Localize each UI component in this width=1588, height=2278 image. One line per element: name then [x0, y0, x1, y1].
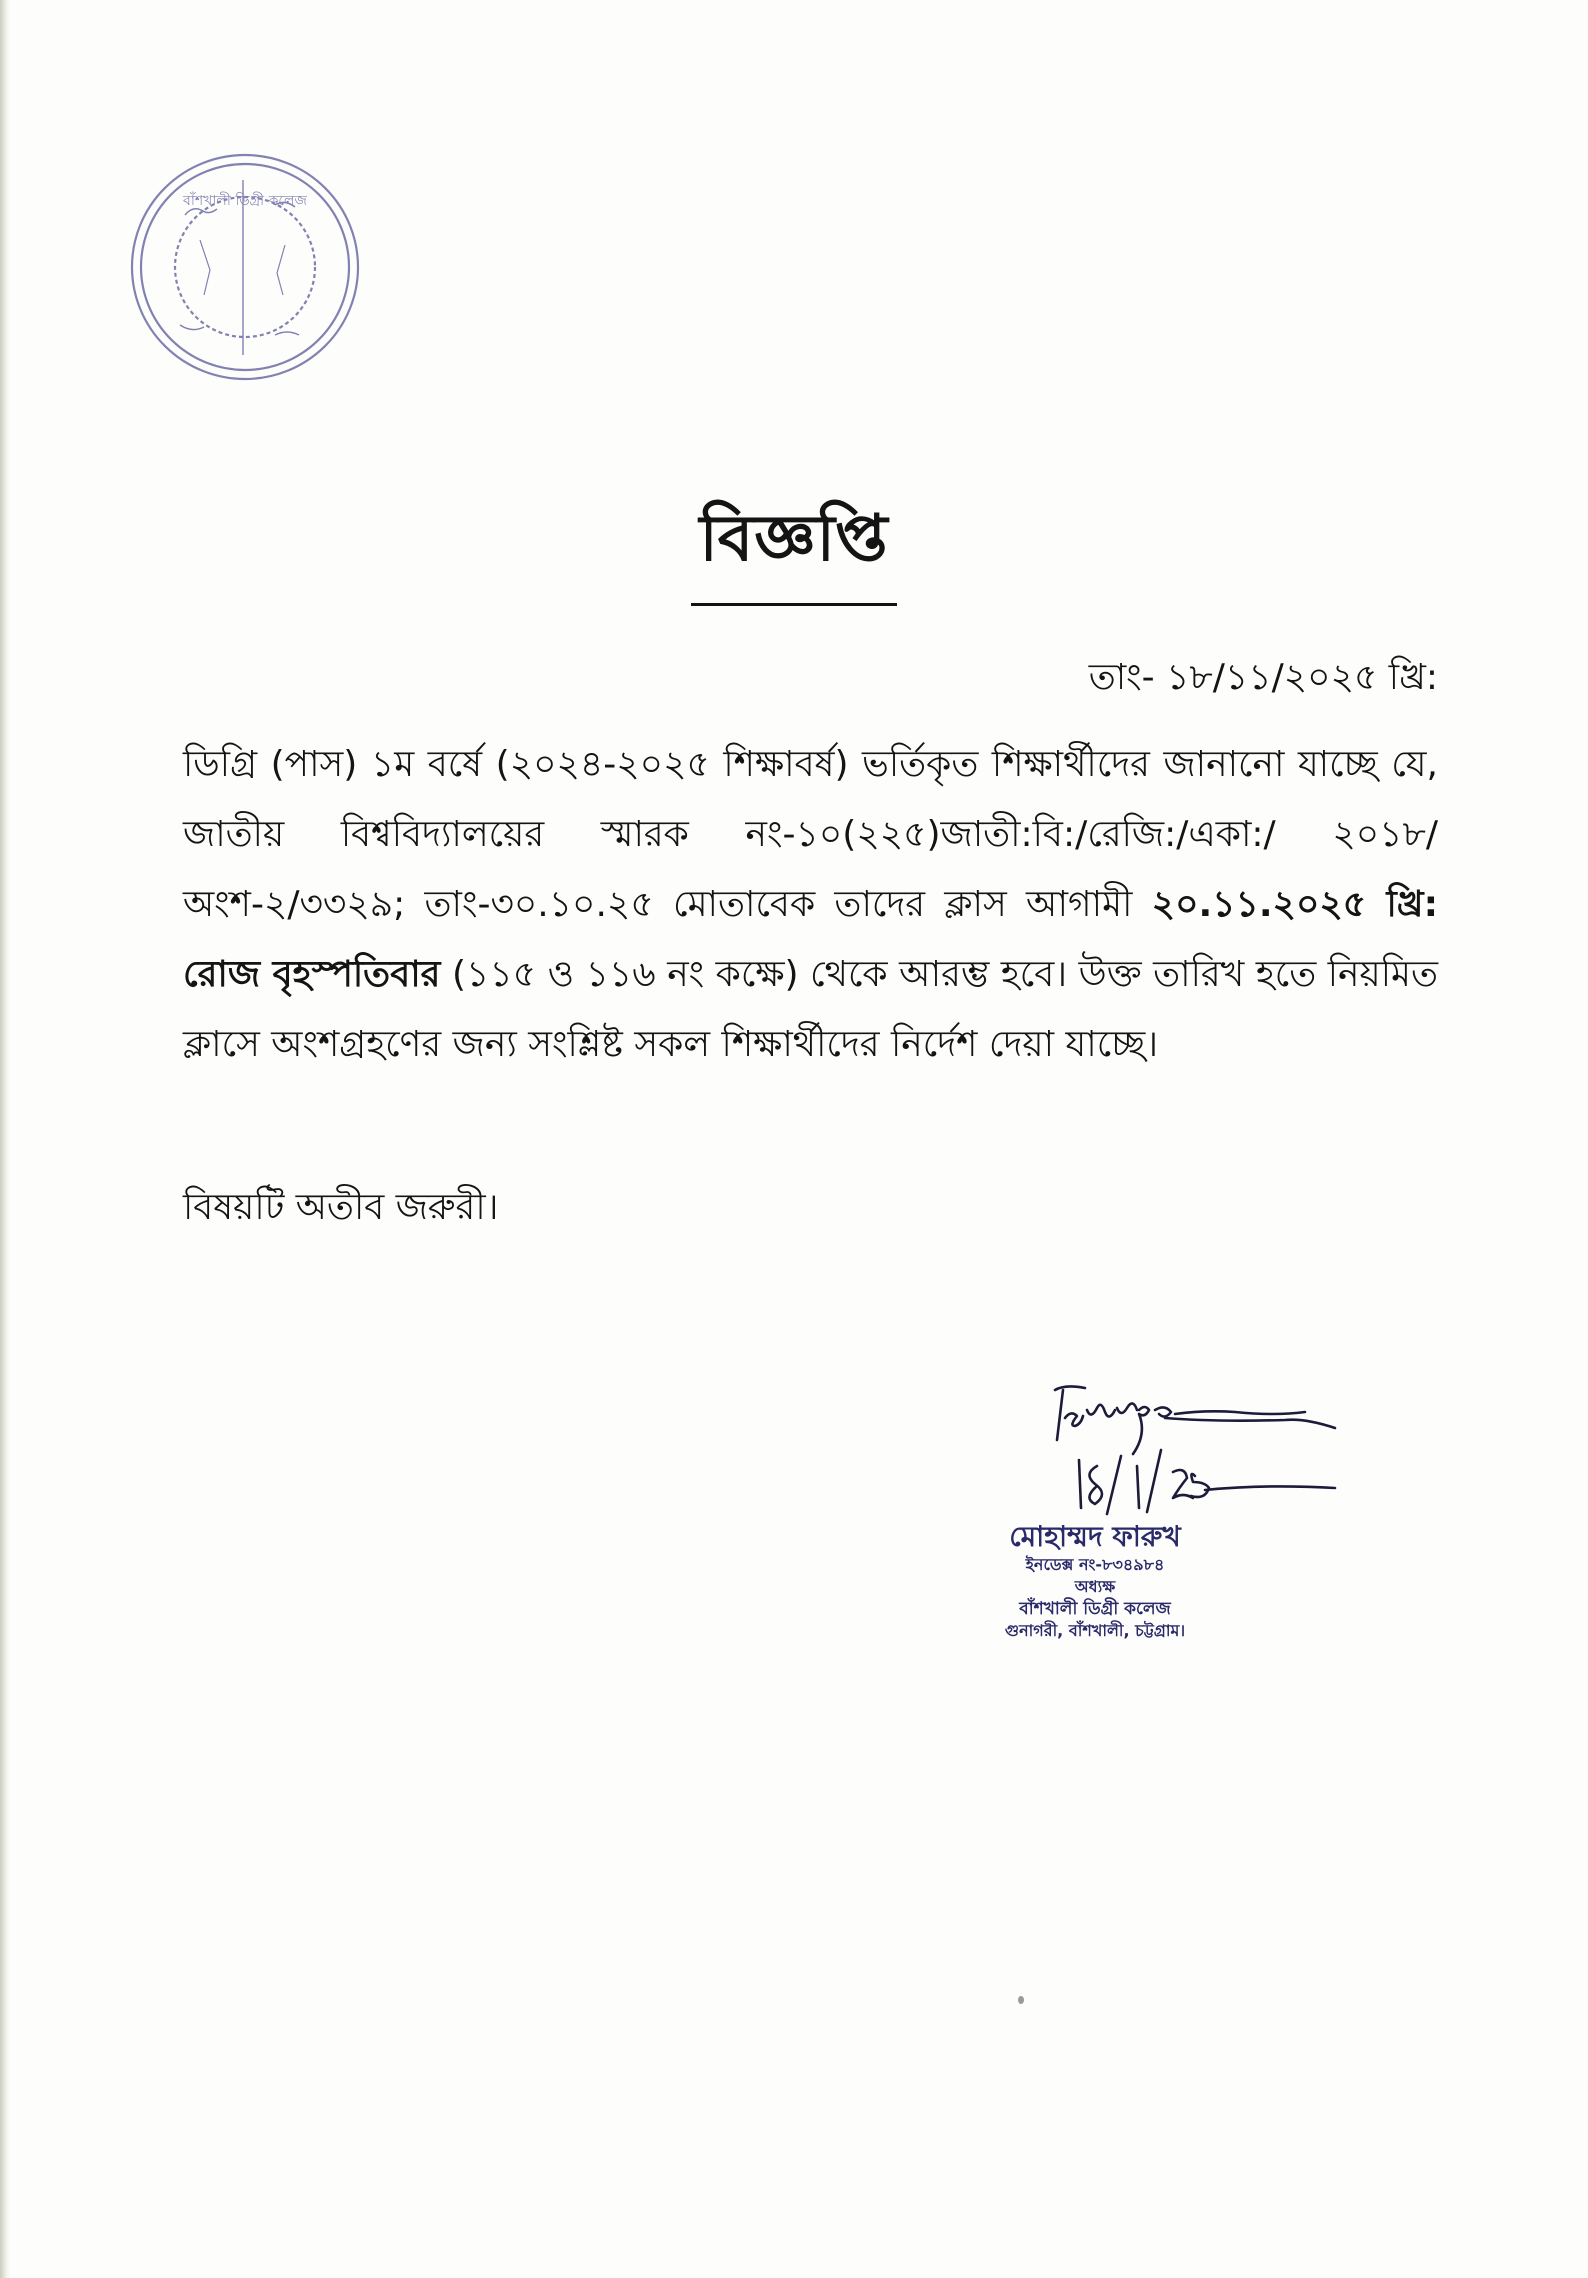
notice-closing: বিষয়টি অতীব জরুরী। [183, 1187, 499, 1228]
notice-date: তাং- ১৮/১১/২০২৫ খ্রি: [1088, 657, 1438, 698]
notice-title [0, 490, 1588, 606]
handwritten-signature [835, 1180, 1355, 1530]
signatory-address: গুনাগরী, বাঁশখালী, চট্টগ্রাম। [1004, 1621, 1186, 1640]
notice-body-part1: ডিগ্রি (পাস) ১ম বর্ষে (২০২৪-২০২৫ শিক্ষাবর্ষ) ভর্তিকৃত শিক্ষার্থীদের জানানো যাচ্ছে যে, জাতীয় বিশ্ববিদ্যালয়ের স্মারক নং-১০(২২৫)জাতী:বি:/রেজি:/একা:/ ২০১৮/অংশ-২/৩৩২৯; তাং-৩০.১০.২৫ মোতাবেক তাদের ক্লাস আগামী [183, 744, 1438, 925]
signatory-designation: অধ্যক্ষ [1074, 1577, 1116, 1596]
signature-text: Faruque 18/11/25 [835, 1180, 844, 1181]
signatory-college: বাঁশখালী ডিগ্রী কলেজ [1019, 1599, 1171, 1619]
notice-body-bold-date: ২০.১১.২০২৫ খ্রি: রোজ বৃহস্পতিবার [183, 884, 1438, 995]
seal-text: বাঁশখালী ডিগ্রী কলেজ [183, 193, 307, 209]
page-edge-shadow [0, 0, 10, 2278]
notice-title-text: বিজ্ঞপ্তি [691, 490, 896, 606]
signatory-name: মোহাম্মদ ফারুখ [1009, 1520, 1181, 1553]
college-seal-stamp [125, 145, 365, 390]
signatory-seal [930, 1520, 1260, 1642]
notice-body-part2: (১১৫ ও ১১৬ নং কক্ষে) থেকে আরম্ভ হবে। উক্ত তারিখ হতে নিয়মিত ক্লাসে অংশগ্রহণের জন্য সংশ্লিষ্ট সকল শিক্ষার্থীদের নির্দেশ দেয়া যাচ্ছে। [183, 954, 1438, 1065]
notice-body [183, 730, 1438, 1080]
paper-speck [1018, 1996, 1024, 2004]
signatory-index-no: ইনডেক্স নং-৮৩৪৯৮৪ [1025, 1555, 1165, 1574]
